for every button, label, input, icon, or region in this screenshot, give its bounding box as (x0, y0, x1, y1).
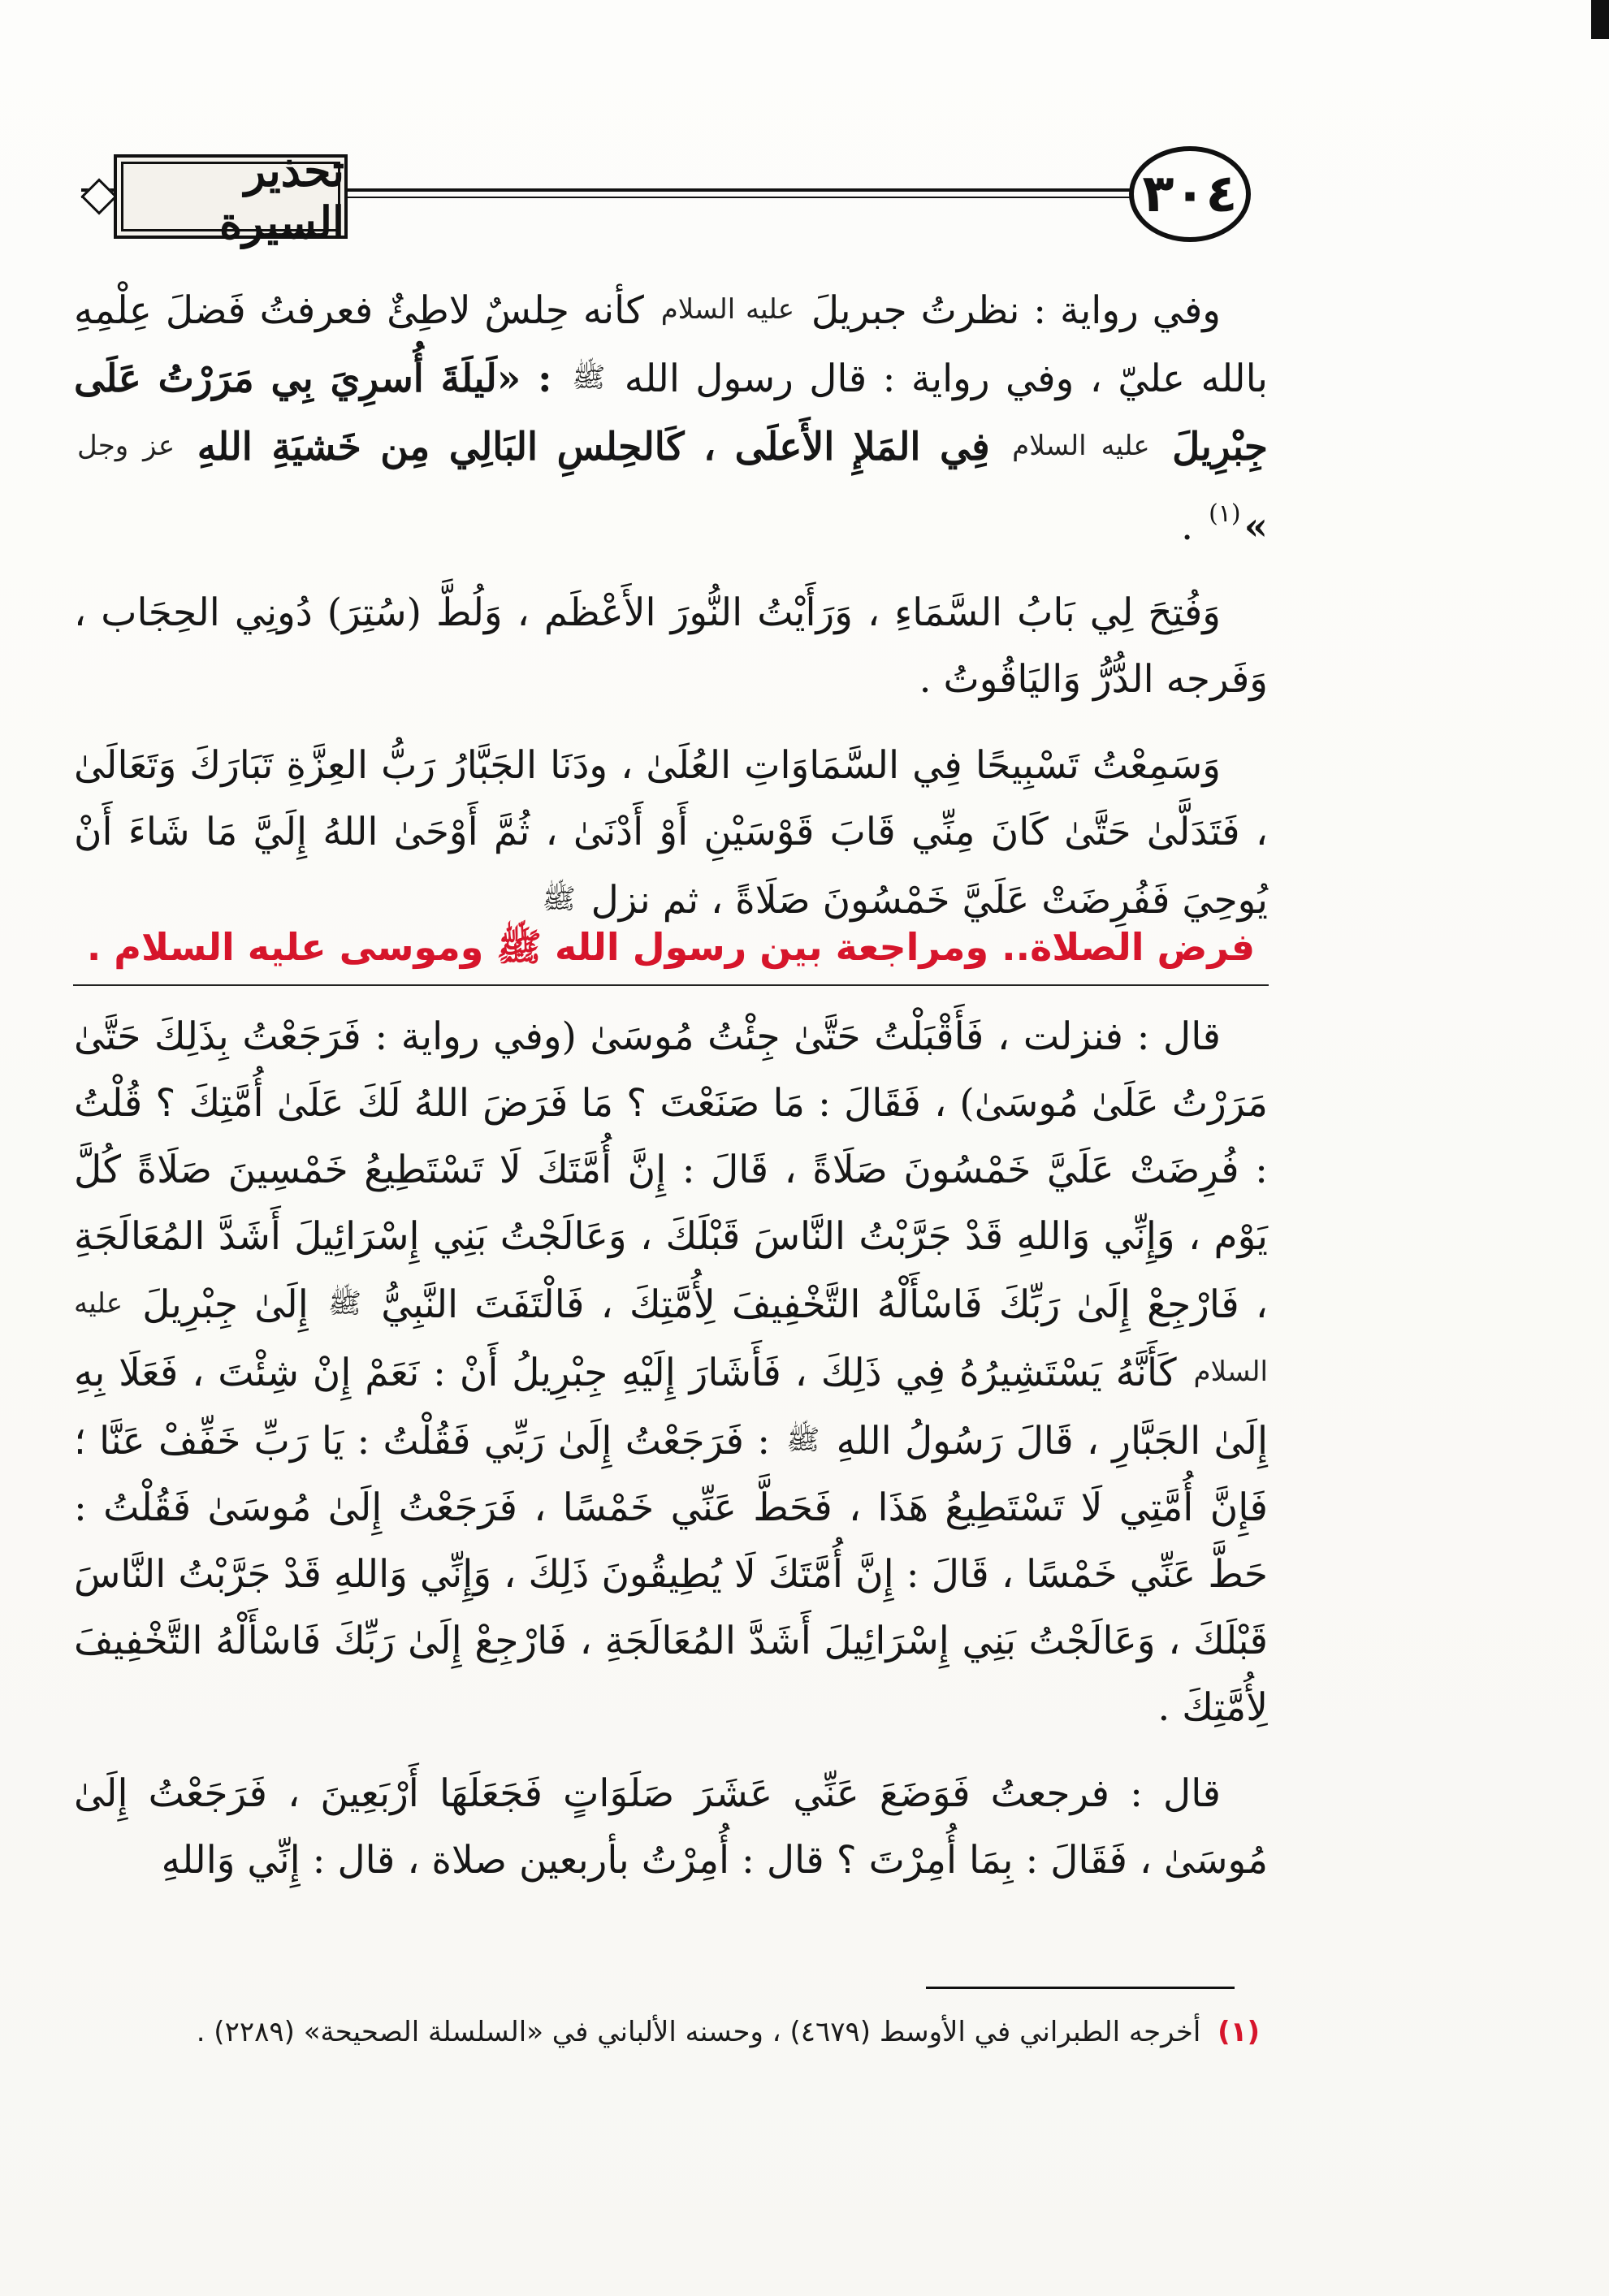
text-run: وَسَمِعْتُ تَسْبِيحًا فِي السَّمَاوَاتِ العُلَىٰ ، ودَنَا الجَبَّارُ رَبُّ العِزَّةِ تَبَارَكَ وَتَعَالَىٰ ، فَتَدَلَّىٰ حَتَّىٰ كَانَ مِنِّي قَابَ قَوْسَيْنِ أَوْ أَدْنَىٰ ، ثُمَّ أَوْحَىٰ اللهُ إِلَيَّ مَا شَاءَ أَنْ يُوحِيَ فَفُرِضَتْ عَلَيَّ خَمْسُونَ صَلَاةً ، ثم نزل (74, 743, 1268, 923)
page-number: ٣٠٤ (1129, 146, 1251, 242)
hadith-quote: » (1244, 504, 1268, 549)
section-heading: فرض الصلاة.. ومراجعة بين رسول الله ﷺ وموسى عليه السلام . (86, 925, 1256, 969)
paragraph (74, 1761, 1268, 1894)
footnote-separator (926, 1987, 1235, 1989)
text-run: قال : فنزلت ، فَأَقْبَلْتُ حَتَّىٰ جِئْتُ مُوسَىٰ (وفي رواية : فَرَجَعْتُ بِذَلِكَ حَتَّىٰ مَرَرْتُ عَلَىٰ مُوسَىٰ) ، فَقَالَ : مَا صَنَعْتَ ؟ مَا فَرَضَ اللهُ لَكَ عَلَىٰ أُمَّتِكَ ؟ قُلْتُ : فُرِضَتْ عَلَيَّ خَمْسُونَ صَلَاةً ، قَالَ : إِنَّ أُمَّتَكَ لَا تَسْتَطِيعُ خَمْسِينَ صَلَاةً كُلَّ يَوْم ، وَإِنِّي وَاللهِ قَدْ جَرَّبْتُ النَّاسَ قَبْلَكَ ، وَعَالَجْتُ بَنِي إِسْرَائِيلَ أَشَدَّ المُعَالَجَةِ ، فَارْجِعْ إِلَىٰ رَبِّكَ فَاسْأَلْهُ التَّخْفِيفَ لِأُمَّتِكَ ، فَالْتَفَتَ النَّبِيُّ (74, 1014, 1268, 1327)
hadith-quote: : «لَيلَةَ أُسرِيَ بِي مَرَرْتُ عَلَى جِبْرِيلَ (74, 357, 1268, 469)
body-text-bottom (74, 1004, 1268, 1913)
footnote (74, 2009, 1260, 2055)
honorific: عز وجل (77, 430, 175, 462)
paragraph (74, 1004, 1268, 1741)
footnote-number: (١) (1218, 2016, 1260, 2048)
text-run: كَأَنَّهُ يَسْتَشِيرُهُ فِي ذَلِكَ ، فَأَشَارَ إِلَيْهِ جِبْرِيلُ أَنْ : نَعَمْ إِنْ شِئْتَ ، فَعَلَا بِهِ إِلَىٰ الجَبَّارِ ، قَالَ رَسُولُ اللهِ (74, 1351, 1268, 1464)
text-run: وفي رواية : نظرتُ جبريلَ (797, 288, 1221, 333)
header-rule (337, 188, 1198, 192)
paragraph (74, 733, 1268, 934)
heading-underline (73, 984, 1269, 986)
honorific: ﷺ (786, 1424, 820, 1456)
honorific: ﷺ (542, 883, 576, 915)
scan-edge (1591, 0, 1609, 39)
text-run: قال : فرجعتُ فَوَضَعَ عَنِّي عَشَرَ صَلَوَاتٍ فَجَعَلَهَا أَرْبَعِينَ ، فَرَجَعْتُ إِلَىٰ مُوسَىٰ ، فَقَالَ : بِمَا أُمِرْتَ ؟ قال : أُمِرْتُ بأربعين صلاة ، قال : إِنِّي وَاللهِ (74, 1771, 1268, 1883)
text-run: . (1181, 504, 1206, 549)
honorific: ﷺ (327, 1287, 362, 1320)
text-run: إِلَىٰ جِبْرِيلَ (126, 1282, 325, 1327)
footnote-ref: (١) (1209, 499, 1241, 528)
paragraph (74, 276, 1268, 560)
paragraph (74, 580, 1268, 713)
book-title: تحذير السيرة (114, 154, 348, 239)
text-run: كأنه حِلسٌ لاطِئٌ فعرفتُ فَضلَ عِلْمِهِ بالله عليّ ، وفي رواية : قال رسول الله (74, 288, 1268, 401)
honorific: عليه السلام (660, 293, 794, 326)
body-text-top (74, 276, 1268, 953)
hadith-quote: فِي المَلإِ الأَعلَى ، كَالحِلسِ البَالِي مِن خَشيَةِ اللهِ (178, 425, 1010, 469)
footnote-text: أخرجه الطبراني في الأوسط (٤٦٧٩) ، وحسنه الألباني في «السلسلة الصحيحة» (٢٢٨٩) . (196, 2016, 1201, 2048)
header-rule (337, 197, 1198, 198)
ornament-icon (80, 178, 117, 214)
page-header (65, 145, 1267, 249)
text-run: : فَرَجَعْتُ إِلَىٰ رَبِّي فَقُلْتُ : يَا رَبِّ خَفِّفْ عَنَّا ؛ فَإِنَّ أُمَّتِي لَا تَسْتَطِيعُ هَذَا ، فَحَطَّ عَنِّي خَمْسًا ، فَرَجَعْتُ إِلَىٰ مُوسَىٰ فَقُلْتُ : حَطَّ عَنِّي خَمْسًا ، قَالَ : إِنَّ أُمَّتَكَ لَا يُطِيقُونَ ذَلِكَ ، وَإِنِّي وَاللهِ قَدْ جَرَّبْتُ النَّاسَ قَبْلَكَ ، وَعَالَجْتُ بَنِي إِسْرَائِيلَ أَشَدَّ المُعَالَجَةِ ، فَارْجِعْ إِلَىٰ رَبِّكَ فَاسْأَلْهُ التَّخْفِيفَ لِأُمَّتِكَ . (74, 1419, 1268, 1730)
text-run: وَفُتِحَ لِي بَابُ السَّمَاءِ ، وَرَأَيْتُ النُّورَ الأَعْظَم ، وَلُطَّ (سُتِرَ) دُونِي الحِجَاب ، وَفَرجه الدُّرُّ وَاليَاقُوتُ . (74, 590, 1268, 702)
honorific: ﷺ (572, 361, 606, 394)
honorific: عليه السلام (1012, 430, 1150, 462)
honorific: عليه السلام (74, 1287, 1268, 1388)
